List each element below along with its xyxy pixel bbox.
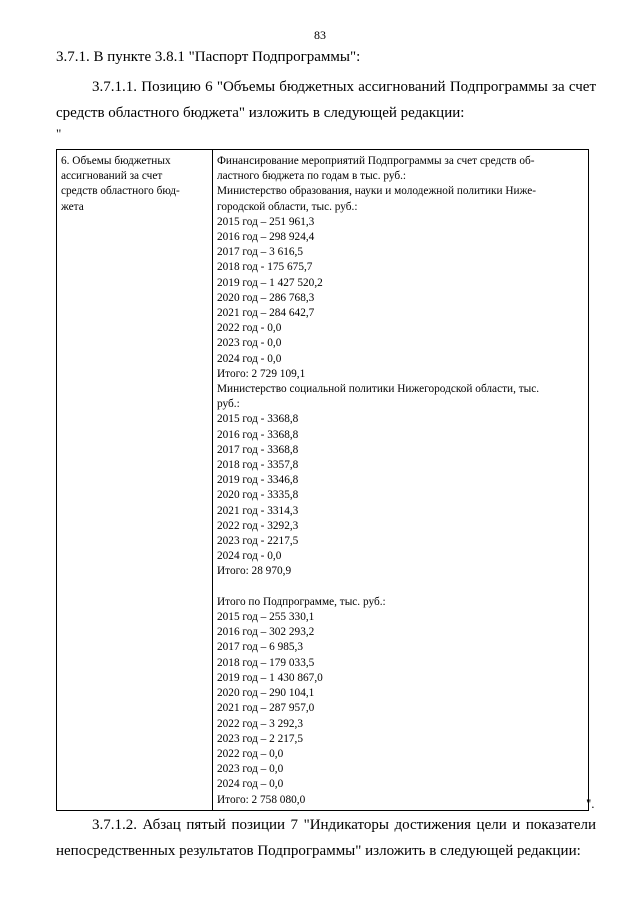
funding-line: 2023 год – 0,0 xyxy=(217,763,284,776)
paragraph-3-7-1-2: 3.7.1.2. Абзац пятый позиции 7 "Индикаторы достижения цели и показатели непосредственных результатов Подпрограммы" изложить в следующей редакции: xyxy=(56,817,596,859)
funding-line: 2023 год - 0,0 xyxy=(217,337,282,350)
funding-line: 2022 год - 0,0 xyxy=(217,322,282,335)
funding-line: Итого: 2 729 109,1 xyxy=(217,367,306,380)
funding-line: 2021 год – 287 957,0 xyxy=(217,702,315,715)
closing-quote: ". xyxy=(586,796,595,811)
position-title-line: средств областного бюд- xyxy=(61,185,180,198)
page-number: 83 xyxy=(314,28,326,42)
funding-line: 2015 год – 255 330,1 xyxy=(217,611,315,624)
funding-line: 2020 год – 286 768,3 xyxy=(217,291,315,304)
funding-line: 2021 год - 3314,3 xyxy=(217,504,299,517)
funding-line: 2019 год – 1 427 520,2 xyxy=(217,276,323,289)
funding-line: 2023 год - 2217,5 xyxy=(217,535,299,548)
funding-line: ластного бюджета по годам в тыс. руб.: xyxy=(217,170,407,183)
passport-table xyxy=(56,149,589,811)
funding-line: 2017 год – 3 616,5 xyxy=(217,246,304,259)
position-title-line: 6. Объемы бюджетных xyxy=(61,155,171,167)
funding-line: 2024 год – 0,0 xyxy=(217,778,284,791)
funding-line: 2020 год - 3335,8 xyxy=(217,489,299,502)
paragraph-3-7-1-1: 3.7.1.1. Позицию 6 "Объемы бюджетных ассигнований Подпрограммы за счет средств областного бюджета" изложить в следующей редакции: xyxy=(56,79,596,121)
funding-line: Итого по Подпрограмме, тыс. руб.: xyxy=(217,595,386,608)
funding-line: Министерство образования, науки и молодежной политики Ниже- xyxy=(217,185,537,198)
spacer xyxy=(217,580,584,595)
funding-line: 2020 год – 290 104,1 xyxy=(217,687,315,700)
funding-line: 2016 год – 302 293,2 xyxy=(217,626,315,639)
position-title-line: ассигнований за счет xyxy=(61,170,163,183)
funding-line: Итого: 28 970,9 xyxy=(217,565,292,578)
funding-line: 2019 год - 3346,8 xyxy=(217,474,299,487)
funding-line: 2024 год - 0,0 xyxy=(217,550,282,563)
funding-line: 2022 год – 0,0 xyxy=(217,747,284,760)
position-title-cell xyxy=(57,150,213,811)
funding-line: 2022 год - 3292,3 xyxy=(217,519,299,532)
position-title-line: жета xyxy=(61,200,84,213)
funding-line: 2022 год – 3 292,3 xyxy=(217,717,304,730)
funding-line: 2019 год – 1 430 867,0 xyxy=(217,671,323,684)
funding-line: Министерство социальной политики Нижегородской области, тыс. xyxy=(217,383,540,396)
table-row xyxy=(57,150,589,811)
funding-line: 2016 год – 298 924,4 xyxy=(217,231,315,244)
funding-line: 2015 год - 3368,8 xyxy=(217,413,299,426)
funding-line: 2017 год – 6 985,3 xyxy=(217,641,304,654)
opening-quote: " xyxy=(56,126,62,141)
funding-line: 2018 год - 3357,8 xyxy=(217,459,299,472)
paragraph-3-7-1: 3.7.1. В пункте 3.8.1 "Паспорт Подпрограммы": xyxy=(56,49,361,65)
funding-line: 2023 год – 2 217,5 xyxy=(217,732,304,745)
funding-line: 2015 год – 251 961,3 xyxy=(217,215,315,228)
funding-line: городской области, тыс. руб.: xyxy=(217,200,358,213)
funding-line: 2021 год – 284 642,7 xyxy=(217,307,315,320)
funding-line: 2017 год - 3368,8 xyxy=(217,443,299,456)
funding-line: руб.: xyxy=(217,398,240,411)
funding-line: Финансирование мероприятий Подпрограммы за счет средств об- xyxy=(217,155,535,167)
funding-details-cell xyxy=(213,150,589,811)
funding-line: 2018 год – 179 033,5 xyxy=(217,656,315,669)
funding-line: Итого: 2 758 080,0 xyxy=(217,793,306,806)
funding-line: 2018 год - 175 675,7 xyxy=(217,261,313,274)
funding-line: 2024 год - 0,0 xyxy=(217,352,282,365)
funding-line: 2016 год - 3368,8 xyxy=(217,428,299,441)
